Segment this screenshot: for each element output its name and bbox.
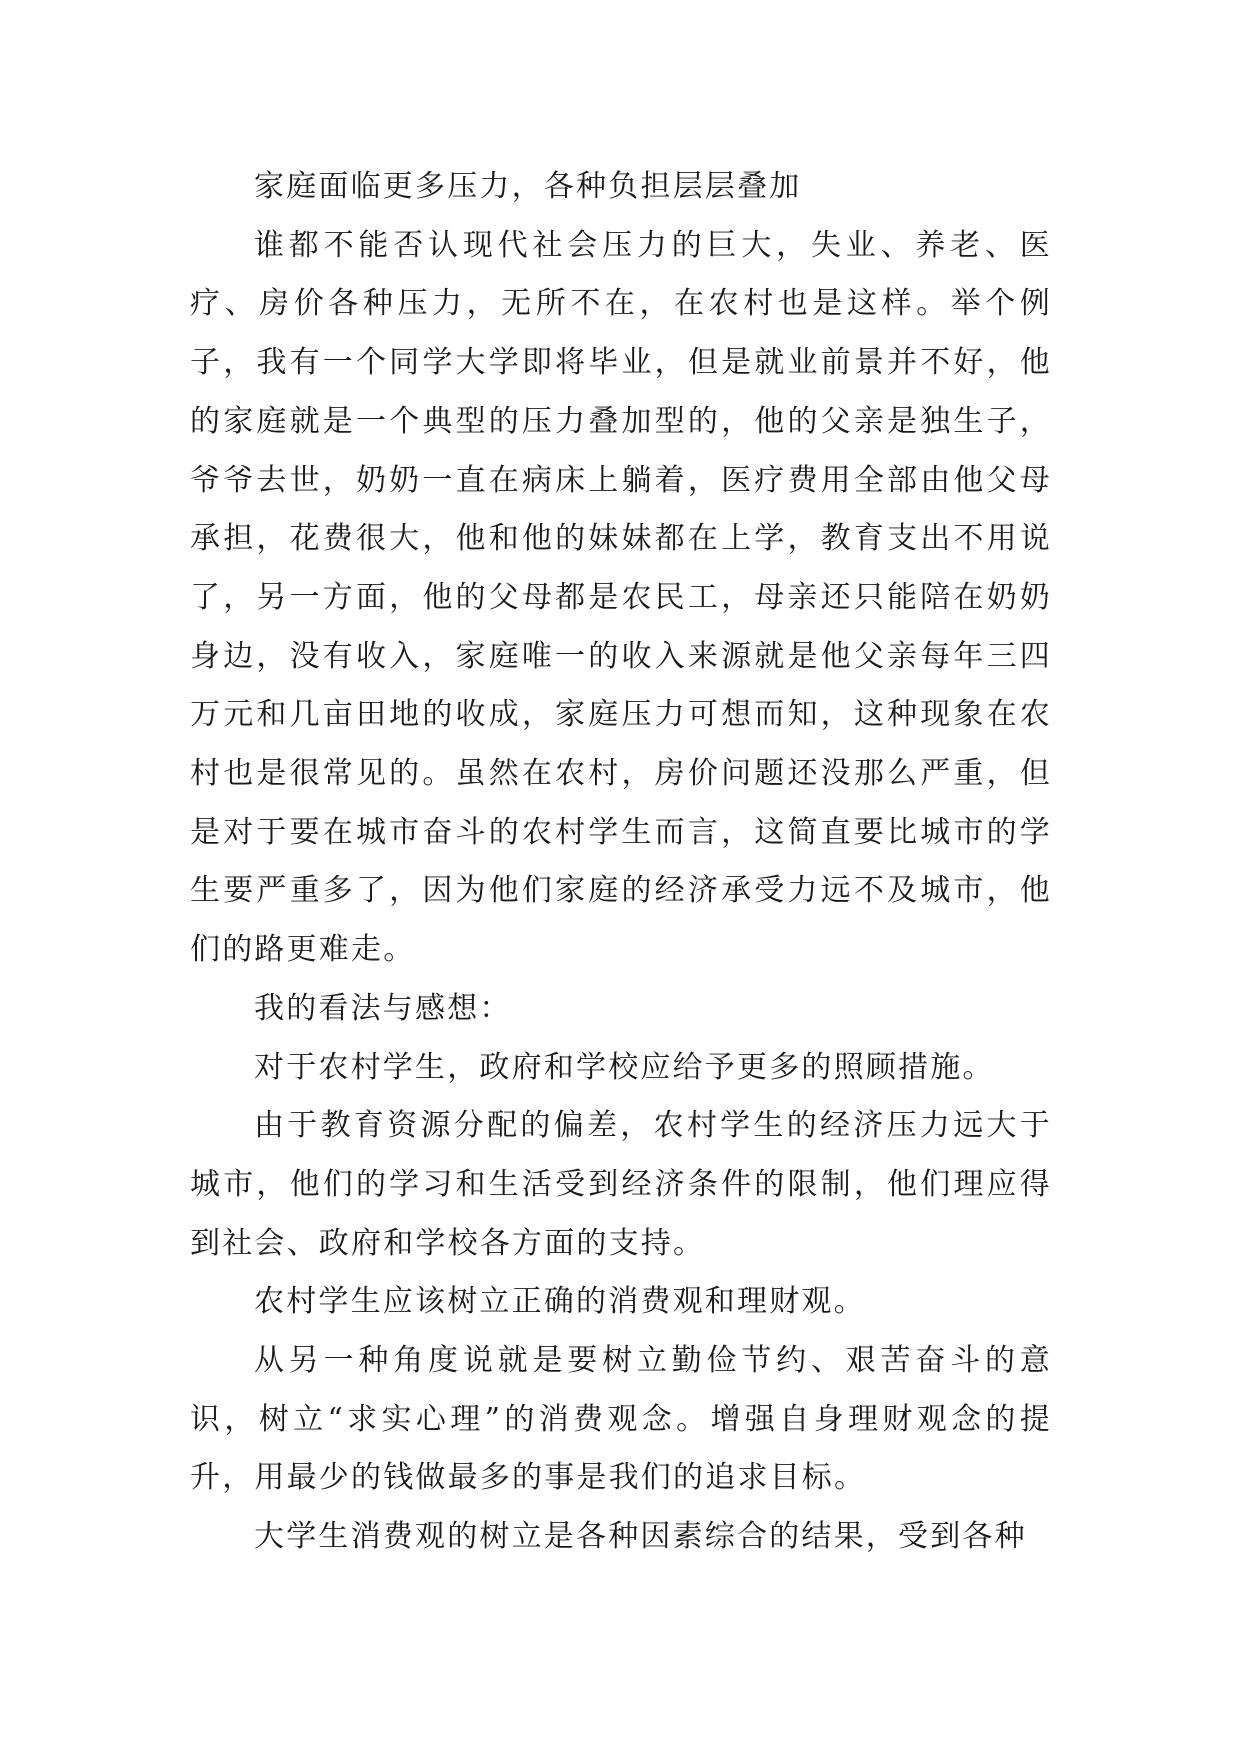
paragraph-heading-opinion: 我的看法与感想： [254,990,512,1026]
paragraph-consumption-view: 农村学生应该树立正确的消费观和理财观。 [254,1284,866,1320]
paragraph-conclusion-start: 大学生消费观的树立是各种因素综合的结果，受到各种 [254,1519,1027,1555]
document-body [190,158,1052,1567]
paragraph-thrift: 从另一种角度说就是要树立勤俭节约、艰苦奋斗的意识，树立“求实心理”的消费观念。增强自身理财观念的提升，用最少的钱做最多的事是我们的追求目标。 [190,1343,1052,1496]
paragraph-resource-allocation: 由于教育资源分配的偏差，农村学生的经济压力远大于城市，他们的学习和生活受到经济条件的限制，他们理应得到社会、政府和学校各方面的支持。 [190,1108,1052,1261]
paragraph-heading-family-pressure: 家庭面临更多压力，各种负担层层叠加 [254,169,802,204]
paragraph-government-support: 对于农村学生，政府和学校应给予更多的照顾措施。 [254,1049,995,1085]
paragraph-family-example: 谁都不能否认现代社会压力的巨大，失业、养老、医疗、房价各种压力，无所不在，在农村也是这样。举个例子，我有一个同学大学即将毕业，但是就业前景并不好，他的家庭就是一个典型的压力叠加型的，他的父亲是独生子，爷爷去世，奶奶一直在病床上躺着，医疗费用全部由他父母承担，花费很大，他和他的妹妹都在上学，教育支出不用说了，另一方面，他的父母都是农民工，母亲还只能陪在奶奶身边，没有收入，家庭唯一的收入来源就是他父亲每年三四万元和几亩田地的收成，家庭压力可想而知，这种现象在农村也是很常见的。虽然在农村，房价问题还没那么严重，但是对于要在城市奋斗的农村学生而言，这简直要比城市的学生要严重多了，因为他们家庭的经济承受力远不及城市，他们的路更难走。 [190,227,1052,968]
